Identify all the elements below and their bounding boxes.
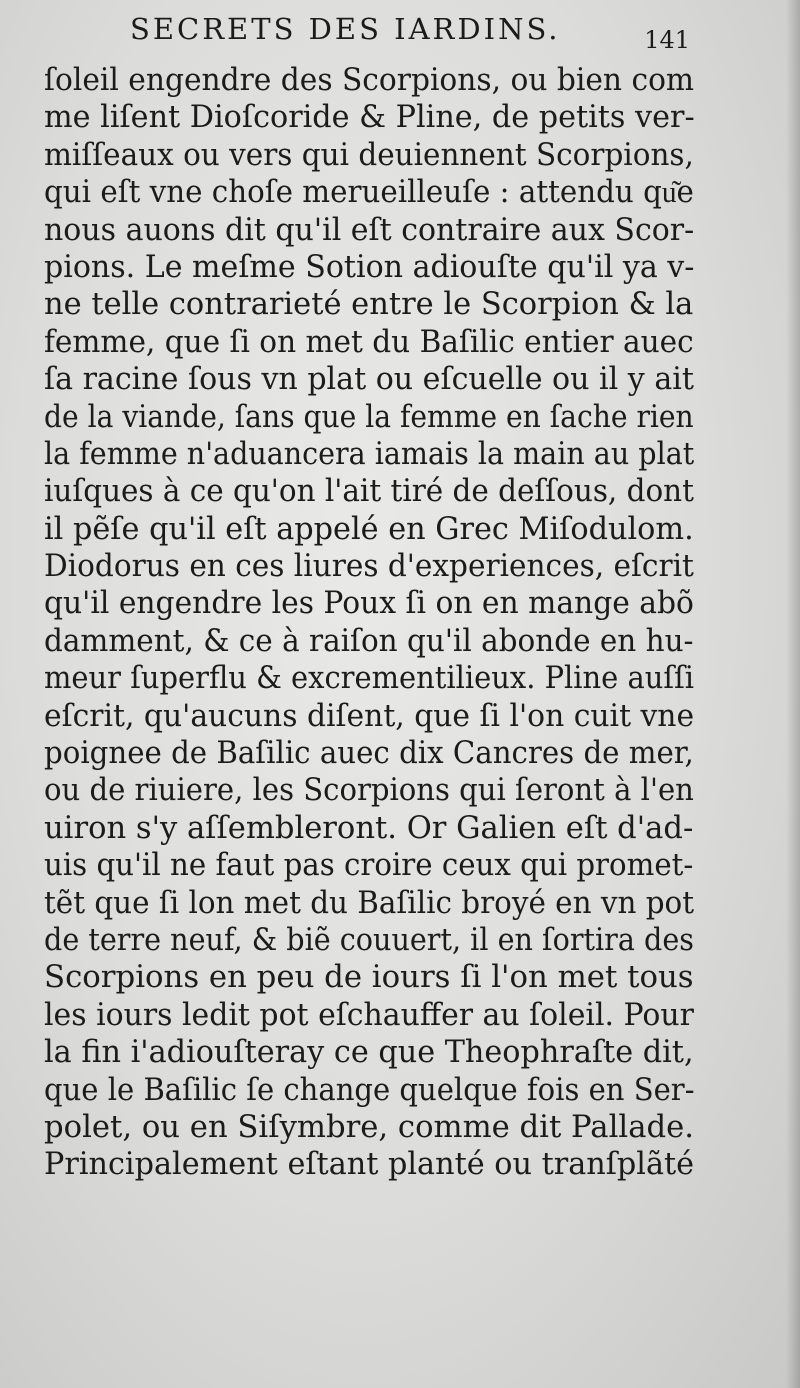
text-line: pions. Le meſme Sotion adiouſte qu'il ya v- <box>44 248 695 285</box>
text-line: me liſent Dioſcoride & Pline, de petits ver- <box>44 99 695 136</box>
text-line: ne telle contrarieté entre le Scorpion & la <box>44 286 694 323</box>
running-head: SECRETS DES IARDINS. <box>130 12 561 46</box>
text-line: la fin i'adiouſteray ce que Theophraſte dit, <box>44 1034 694 1071</box>
text-line: damment, & ce à raiſon qu'il abonde en hu- <box>44 622 694 659</box>
text-line: les iours ledit pot eſchauffer au ſoleil. Pour <box>44 996 694 1033</box>
text-line: polet, ou en Siſymbre, comme dit Pallade. <box>44 1108 695 1145</box>
text-line: Scorpions en peu de iours ſi l'on met tous <box>44 959 694 996</box>
text-line: eſcrit, qu'aucuns diſent, que ſi l'on cuit vne <box>44 697 695 734</box>
text-line: nous auons dit qu'il eſt contraire aux Scor- <box>44 211 695 248</box>
text-line: Diodorus en ces liures d'experiences, eſcrit <box>44 548 694 585</box>
text-line: Principalement eſtant planté ou tranſplãté <box>44 1146 695 1183</box>
page-edge-shadow <box>786 0 800 1388</box>
page-number: 141 <box>644 26 690 54</box>
text-line: que le Baſilic ſe change quelque fois en Ser- <box>44 1071 695 1108</box>
text-line: tẽt que ſi lon met du Baſilic broyé en vn pot <box>44 884 695 921</box>
text-line: miſſeaux ou vers qui deuiennent Scorpions, <box>44 136 694 173</box>
text-line: ſa racine ſous vn plat ou eſcuelle ou il y ait <box>44 361 694 398</box>
text-line: femme, que ſi on met du Baſilic entier auec <box>44 323 694 360</box>
body-text <box>44 62 694 1184</box>
text-line: iuſques à ce qu'on l'ait tiré de deſſous, dont <box>44 473 694 510</box>
text-line: qu'il engendre les Poux ſi on en mange abõ <box>44 585 694 622</box>
text-line: la femme n'aduancera iamais la main au plat <box>44 435 695 472</box>
text-line: uis qu'il ne faut pas croire ceux qui promet- <box>44 847 694 884</box>
text-line: meur ſuperflu & excrementilieux. Pline auſſi <box>44 660 695 697</box>
text-line: ou de riuiere, les Scorpions qui ſeront à l'en <box>44 772 694 809</box>
text-line: de terre neuf, & biẽ couuert, il en ſortira des <box>44 921 694 958</box>
text-line: ſoleil engendre des Scorpions, ou bien com <box>44 62 695 98</box>
text-line: uiron s'y aſſembleront. Or Galien eſt d'ad- <box>44 809 694 846</box>
text-line: il pẽſe qu'il eſt appelé en Grec Miſodulom. <box>44 510 694 547</box>
text-line: poignee de Baſilic auec dix Cancres de mer, <box>44 735 694 772</box>
text-line: qui eſt vne choſe merueilleuſe : attendu qu͂e <box>44 174 694 211</box>
page-header <box>130 12 690 52</box>
text-line: de la viande, ſans que la femme en ſache rien <box>44 398 694 435</box>
